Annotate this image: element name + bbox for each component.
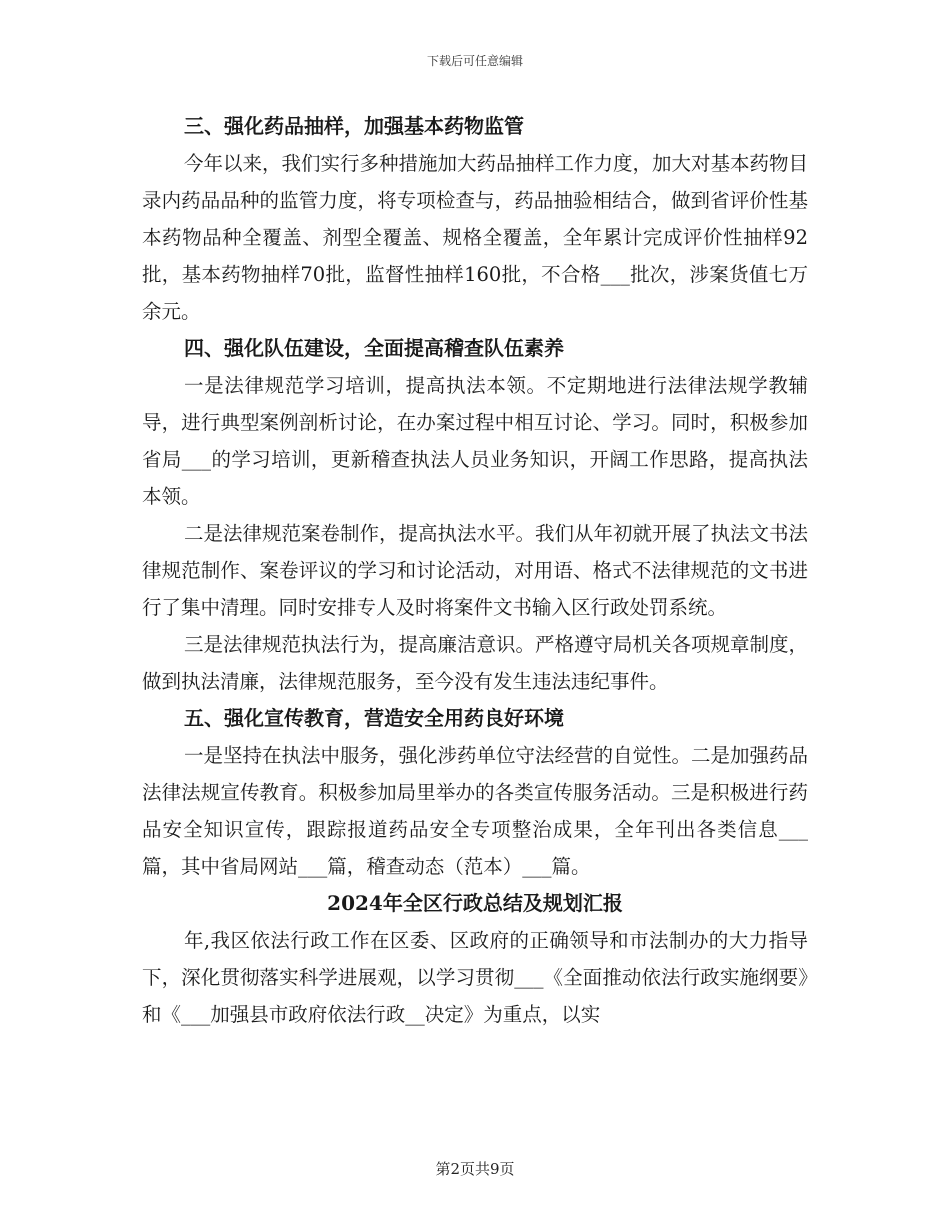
- page-number-footer: 第2页共9页: [435, 1160, 515, 1178]
- report-paragraph: 年,我区依法行政工作在区委、区政府的正确领导和市法制办的大力指导下，深化贯彻落实科学进展观，以学习贯彻___《全面推动依法行政实施纲要》和《___加强县市政府依法行政__决定》为重点，以实: [142, 929, 808, 1026]
- document-body: [142, 108, 808, 1033]
- section-4-paragraph-1: 一是法律规范学习培训，提高执法本领。不定期地进行法律法规学教辅导，进行典型案例剖析讨论，在办案过程中相互讨论、学习。同时，积极参加省局___的学习培训，更新稽查执法人员业务知识，开阔工作思路，提高执法本领。: [142, 374, 808, 508]
- section-heading-5: 五、强化宣传教育，营造安全用药良好环境: [184, 706, 564, 730]
- section-heading-3: 三、强化药品抽样，加强基本药物监管: [184, 114, 524, 138]
- section-5-paragraph-1: 一是坚持在执法中服务，强化涉药单位守法经营的自觉性。二是加强药品法律法规宣传教育。积极参加局里举办的各类宣传服务活动。三是积极进行药品安全知识宣传，跟踪报道药品安全专项整治成果，全年刊出各类信息___篇，其中省局网站___篇，稽查动态（范本）___篇。: [142, 744, 809, 878]
- section-4-paragraph-2: 二是法律规范案卷制作，提高执法水平。我们从年初就开展了执法文书法律规范制作、案卷评议的学习和讨论活动，对用语、格式不法律规范的文书进行了集中清理。同时安排专人及时将案件文书输入区行政处罚系统。: [142, 522, 809, 619]
- section-4-paragraph-3: 三是法律规范执法行为，提高廉洁意识。严格遵守局机关各项规章制度，做到执法清廉，法律规范服务，至今没有发生违法违纪事件。: [142, 633, 809, 693]
- section-3-paragraph-1: 今年以来，我们实行多种措施加大药品抽样工作力度，加大对基本药物目录内药品品种的监管力度，将专项检查与，药品抽验相结合，做到省评价性基本药物品种全覆盖、剂型全覆盖、规格全覆盖，全年累计完成评价性抽样92批，基本药物抽样70批，监督性抽样160批，不合格___批次，涉案货值七万余元。: [142, 152, 809, 323]
- report-title: 2024年全区行政总结及规划汇报: [327, 891, 623, 915]
- header-note: 下载后可任意编辑: [426, 54, 523, 68]
- section-heading-4: 四、强化队伍建设，全面提高稽查队伍素养: [184, 336, 564, 360]
